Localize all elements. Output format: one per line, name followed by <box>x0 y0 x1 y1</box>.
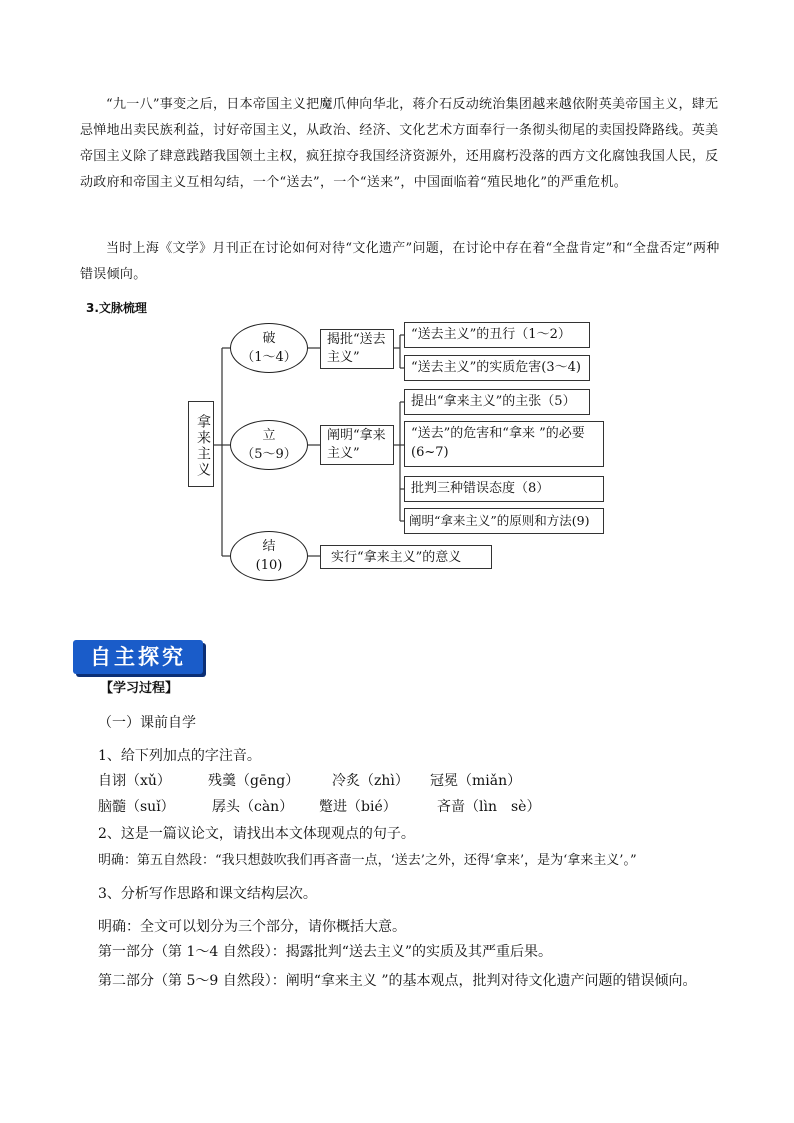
pinyin-row-2 <box>98 797 540 817</box>
question-1: 1、给下列加点的字注音。 <box>98 748 261 764</box>
oval-part-2-title: 立 <box>262 428 276 443</box>
section-banner: 自主探究 <box>73 640 203 674</box>
leaf-node-2-4: 阐明“拿来主义”的原则和方法(9) <box>404 508 604 534</box>
answer-2: 明确：第五自然段：“我只想鼓吹我们再吝啬一点，‘送去’之外，还得‘拿来’，是为‘拿来主义’。” <box>98 853 637 868</box>
oval-part-1-range: （1～4） <box>241 350 297 365</box>
oval-part-3-title: 结 <box>262 539 276 554</box>
leaf-node-1-1: “送去主义”的丑行（1～2） <box>404 322 590 348</box>
oval-part-2-range: （5～9） <box>241 447 297 462</box>
oval-part-2 <box>230 420 308 470</box>
pinyin-item: 冠冕（miǎn） <box>430 773 522 789</box>
part-1-summary: 第一部分（第 1～4 自然段）：揭露批判“送去主义”的实质及其严重后果。 <box>98 944 553 960</box>
leaf-node-1-2: “送去主义”的实质危害(3～4) <box>404 355 590 381</box>
oval-part-3-range: (10) <box>255 558 283 573</box>
pinyin-row-1 <box>98 771 521 791</box>
oval-part-3 <box>230 531 308 581</box>
background-paragraph-2: 当时上海《文学》月刊正在讨论如何对待“文化遗产”问题，在讨论中存在着“全盘肯定”和“全盘否定”两种错误倾向。 <box>80 241 720 282</box>
pinyin-item: 吝啬（lìn sè） <box>437 799 541 815</box>
pinyin-item: 冷炙（zhì） <box>332 773 409 789</box>
question-2: 2、这是一篇议论文，请找出本文体现观点的句子。 <box>98 826 415 842</box>
pinyin-item: 蹩进（bié） <box>319 799 397 815</box>
question-3: 3、分析写作思路和课文结构层次。 <box>98 886 317 902</box>
answer-3: 明确：全文可以划分为三个部分，请你概括大意。 <box>98 919 406 935</box>
section-title: 3.文脉梳理 <box>86 301 147 315</box>
pinyin-item: 孱头（càn） <box>212 799 294 815</box>
background-paragraph-1: “九一八”事变之后，日本帝国主义把魔爪伸向华北，蒋介石反动统治集团越来越依附英美帝国主义，肆无忌惮地出卖民族利益，讨好帝国主义，从政治、经济、文化艺术方面奉行一条彻头彻尾的卖国投降路线。英美帝国主义除了肆意践踏我国领土主权，疯狂掠夺我国经济资源外，还用腐朽没落的西方文化腐蚀我国人民，反动政府和帝国主义互相勾结，一个“送去”，一个“送来”，中国面临着“殖民地化”的严重危机。 <box>80 97 719 190</box>
study-heading: 【学习过程】 <box>100 681 179 696</box>
oval-part-1 <box>230 323 308 373</box>
mid-node-1: 揭批“送去主义” <box>320 329 394 369</box>
pinyin-item: 自诩（xǔ） <box>98 773 171 789</box>
pinyin-item: 残羹（gēng） <box>208 773 300 789</box>
part-2-summary: 第二部分（第 5～9 自然段）：阐明“拿来主义 ”的基本观点，批判对待文化遗产问题的错误倾向。 <box>98 973 697 989</box>
pinyin-item: 脑髓（suǐ） <box>98 799 175 815</box>
oval-part-1-title: 破 <box>262 331 276 346</box>
study-subheading: （一）课前自学 <box>98 715 196 731</box>
leaf-node-2-2: “送去”的危害和“拿来 ”的必要(6~7) <box>404 421 604 467</box>
leaf-node-2-1: 提出“拿来主义”的主张（5） <box>404 389 590 415</box>
leaf-node-2-3: 批判三种错误态度（8） <box>404 476 604 502</box>
mid-node-2: 阐明“拿来主义” <box>320 425 394 465</box>
root-node: 拿来主义 <box>188 401 214 487</box>
mid-node-3: 实行“拿来主义”的意义 <box>320 545 492 569</box>
